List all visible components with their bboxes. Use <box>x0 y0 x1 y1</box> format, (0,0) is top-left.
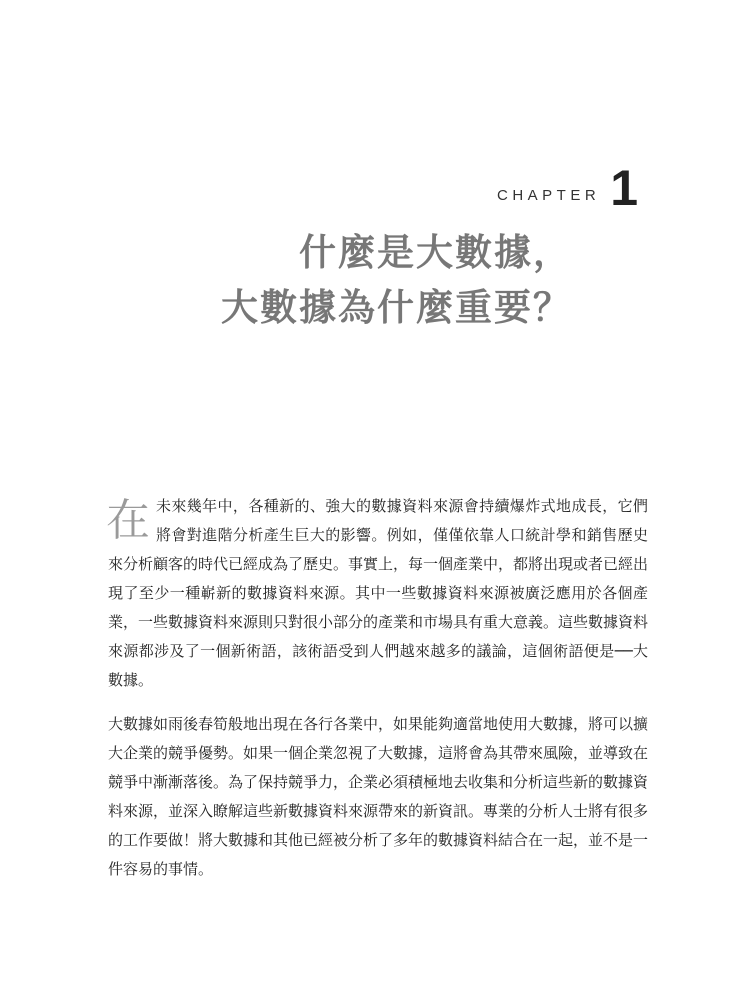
chapter-title-line-1: 什麼是大數據， <box>299 231 572 274</box>
paragraph-1-text: 未來幾年中，各種新的、強大的數據資料來源會持續爆炸式地成長，它們將會對進階分析產生巨大的影響。例如，僅僅依靠人口統計學和銷售歷史來分析顧客的時代已經成為了歷史。事實上，每一個產業中，都將出現或者已經出現了至少一種嶄新的數據資料來源。其中一些數據資料來源被廣泛應用於各個產業，一些數據資料來源則只對很小部分的產業和市場具有重大意義。這些數據資料來源都涉及了一個新術語，該術語受到人們越來越多的議論，這個術語便是──大數據。 <box>108 497 649 689</box>
paragraph-1 <box>108 492 648 695</box>
chapter-number: 1 <box>610 160 638 216</box>
chapter-label: CHAPTER <box>497 187 601 204</box>
chapter-title-line-2: 大數據為什麼重要？ <box>221 286 572 329</box>
body-text <box>108 492 648 884</box>
chapter-heading <box>497 160 638 216</box>
paragraph-2: 大數據如雨後春筍般地出現在各行各業中，如果能夠適當地使用大數據，將可以擴大企業的競爭優勢。如果一個企業忽視了大數據，這將會為其帶來風險，並導致在競爭中漸漸落後。為了保持競爭力，企業必須積極地去收集和分析這些新的數據資料來源，並深入瞭解這些新數據資料來源帶來的新資訊。專業的分析人士將有很多的工作要做！將大數據和其他已經被分析了多年的數據資料結合在一起，並不是一件容易的事情。 <box>108 715 649 878</box>
chapter-title <box>221 225 572 335</box>
drop-cap: 在 <box>106 495 150 546</box>
